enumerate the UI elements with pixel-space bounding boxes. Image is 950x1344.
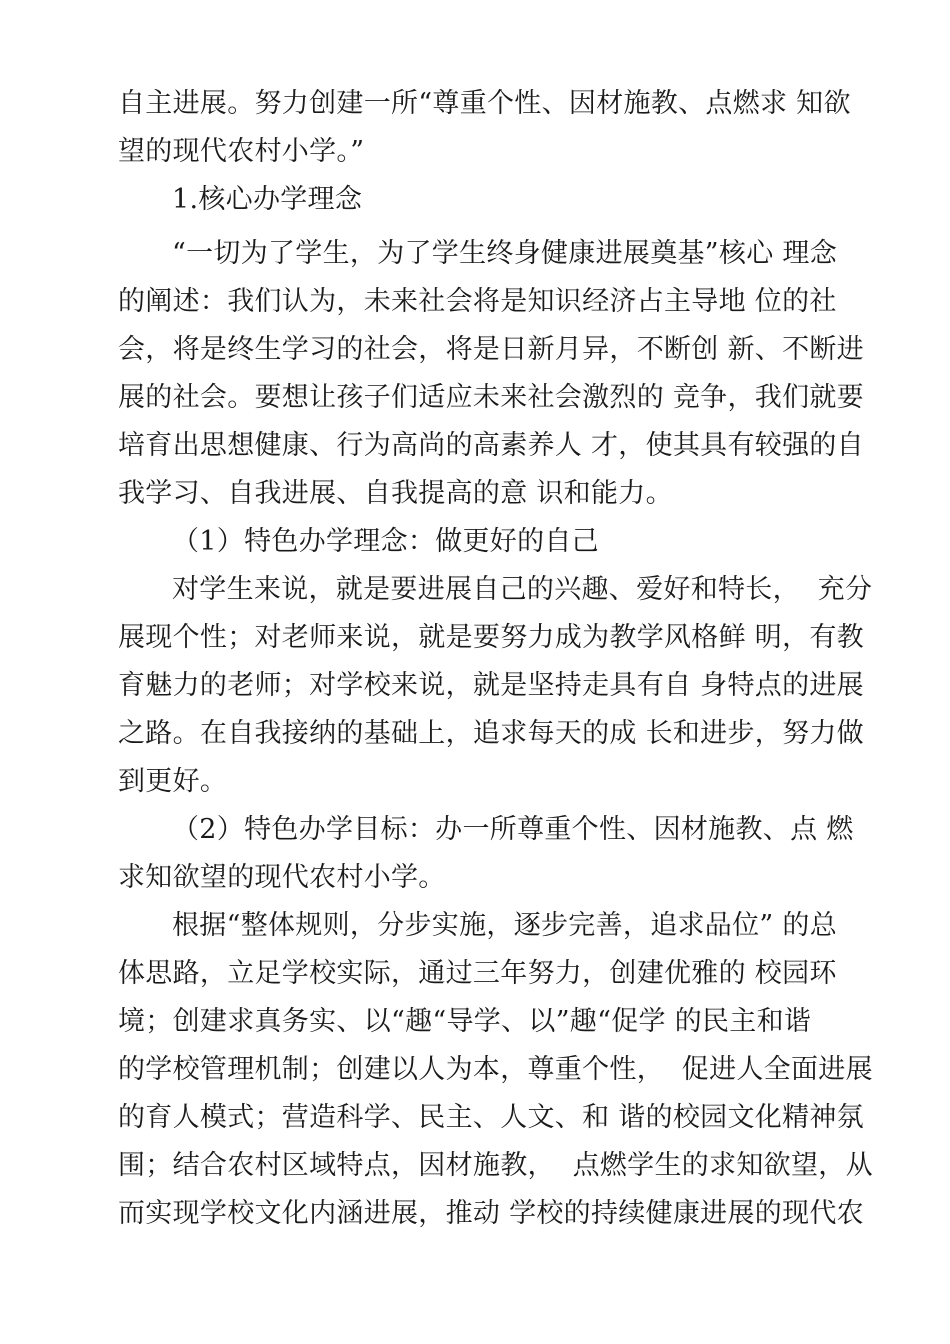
text-line: 境；创建求真务实、以“趣“导学、以”趣“促学 的民主和谐 <box>118 1006 812 1037</box>
subsection-heading: （2）特色办学目标：办一所尊重个性、因材施教、点 燃 <box>172 814 854 845</box>
text-line: 展的社会。要想让孩子们适应未来社会激烈的 竞争，我们就要 <box>118 382 864 413</box>
text-line: 的学校管理机制；创建以人为本，尊重个性， 促进人全面进展 <box>118 1054 873 1085</box>
text-line: 求知欲望的现代农村小学。 <box>118 862 446 893</box>
text-line: 会，将是终生学习的社会，将是日新月异，不断创 新、不断进 <box>118 334 864 365</box>
text-line: 对学生来说，就是要进展自己的兴趣、爱好和特长， 充分 <box>172 574 873 605</box>
text-line: 的阐述：我们认为，未来社会将是知识经济占主导地 位的社 <box>118 286 837 317</box>
text-line: 望的现代农村小学。” <box>118 136 365 167</box>
text-line: 育魅力的老师；对学校来说，就是坚持走具有自 身特点的进展 <box>118 670 864 701</box>
text-line: 自主进展。努力创建一所“尊重个性、因材施教、点燃求 知欲 <box>118 88 851 119</box>
text-line: 培育出思想健康、行为高尚的高素养人 才，使其具有较强的自 <box>118 430 864 461</box>
text-line: 我学习、自我进展、自我提高的意 识和能力。 <box>118 478 673 509</box>
subsection-heading: （1）特色办学理念：做更好的自己 <box>172 526 599 557</box>
text-line: 到更好。 <box>118 766 228 797</box>
text-line: 围；结合农村区域特点，因材施教， 点燃学生的求知欲望，从 <box>118 1150 873 1181</box>
text-line: 展现个性；对老师来说，就是要努力成为教学风格鲜 明，有教 <box>118 622 864 653</box>
text-line: “一切为了学生，为了学生终身健康进展奠基”核心 理念 <box>172 238 837 269</box>
text-line: 根据“整体规则，分步实施，逐步完善，追求品位” 的总 <box>172 910 837 941</box>
section-heading: 1.核心办学理念 <box>172 184 363 215</box>
text-line: 之路。在自我接纳的基础上，追求每天的成 长和进步，努力做 <box>118 718 864 749</box>
text-line: 的育人模式；营造科学、民主、人文、和 谐的校园文化精神氛 <box>118 1102 864 1133</box>
text-line: 体思路，立足学校实际，通过三年努力，创建优雅的 校园环 <box>118 958 837 989</box>
text-line: 而实现学校文化内涵进展，推动 学校的持续健康进展的现代农 <box>118 1198 864 1229</box>
